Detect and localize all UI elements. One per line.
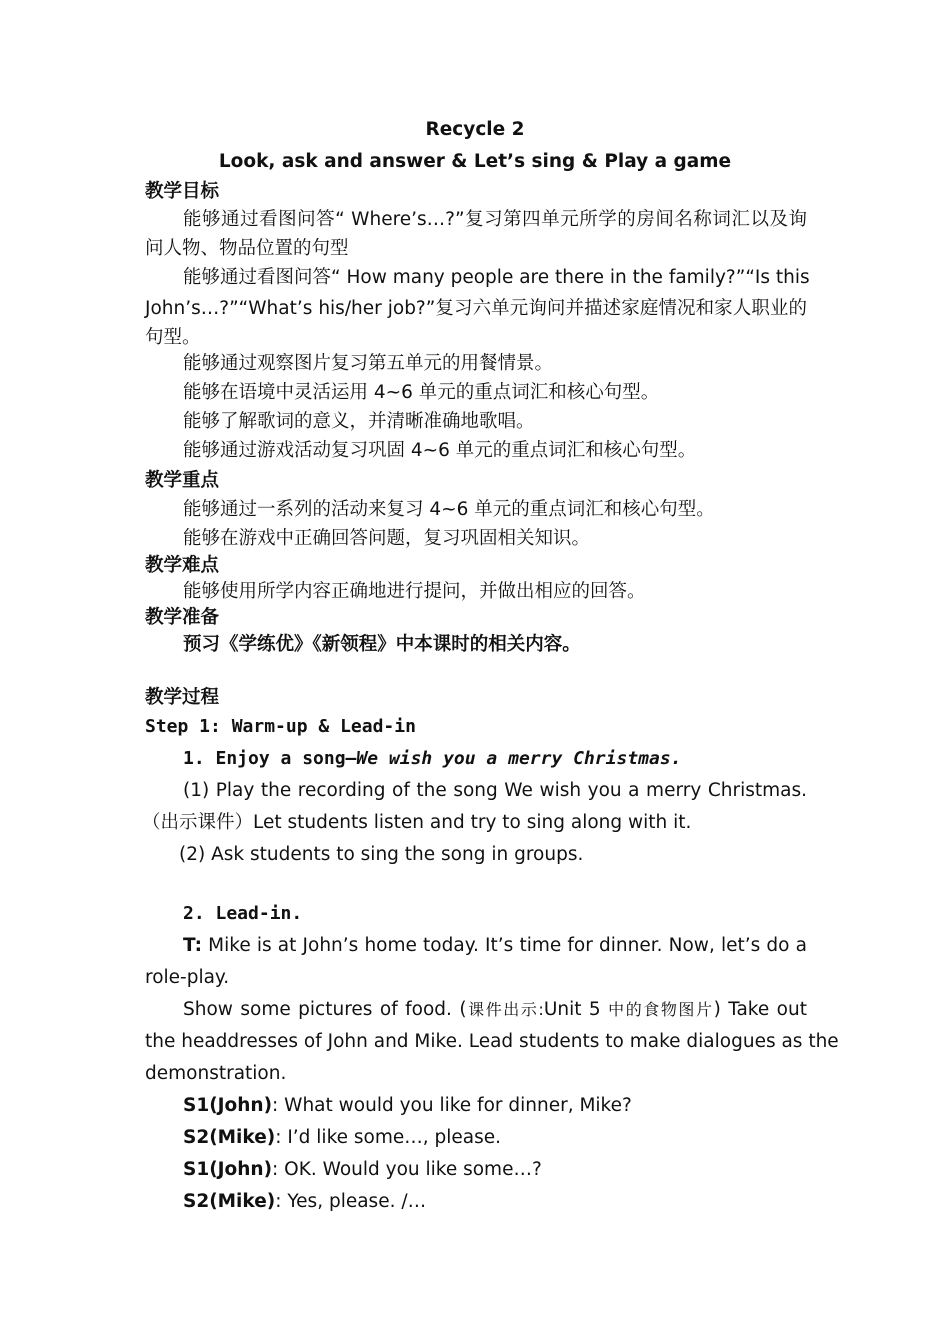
objectives-heading: 教学目标 <box>145 181 220 202</box>
item1-line: （出示课件）Let students listen and try to sing along with it. <box>142 812 692 833</box>
dialogue-text: : OK. Would you like some…? <box>272 1159 542 1180</box>
item1-heading <box>183 747 807 771</box>
show-line: demonstration. <box>145 1063 287 1084</box>
objective-line: 能够通过看图问答“ Where’s…?”复习第四单元所学的房间名称词汇以及询 <box>183 209 807 230</box>
dialogue-text: : Yes, please. /… <box>275 1191 427 1212</box>
show-text-cn: 中的食物图片 <box>608 1000 714 1019</box>
objective-line: 能够通过观察图片复习第五单元的用餐情景。 <box>183 353 554 374</box>
preparation-heading: 教学准备 <box>145 607 220 628</box>
objective-line: 能够在语境中灵活运用 4~6 单元的重点词汇和核心句型。 <box>183 382 660 403</box>
preparation-line: 预习《学练优》《新领程》中本课时的相关内容。 <box>183 634 581 655</box>
show-text: ) Take out <box>713 999 807 1020</box>
difficulty-line: 能够使用所学内容正确地进行提问，并做出相应的回答。 <box>183 581 646 602</box>
speaker-label: S2(Mike) <box>183 1127 276 1148</box>
show-line <box>183 998 807 1022</box>
objective-line: 问人物、物品位置的句型 <box>145 238 349 259</box>
dialogue-text: : What would you like for dinner, Mike? <box>272 1095 632 1116</box>
dialogue-text: : I’d like some…, please. <box>275 1127 502 1148</box>
objective-line: 能够通过游戏活动复习巩固 4~6 单元的重点词汇和核心句型。 <box>183 440 697 461</box>
teacher-line <box>183 934 807 958</box>
key-point-line: 能够通过一系列的活动来复习 4~6 单元的重点词汇和核心句型。 <box>183 499 715 520</box>
item1-line: (2) Ask students to sing the song in groups. <box>179 844 584 865</box>
show-line: the headdresses of John and Mike. Lead students to make dialogues as the <box>145 1031 839 1052</box>
teacher-line-cont: role-play. <box>145 967 230 988</box>
step1-heading: Step 1: Warm-up & Lead-in <box>145 716 416 737</box>
objective-line: 能够了解歌词的意义，并清晰准确地歌唱。 <box>183 411 535 432</box>
speaker-label: S1(John) <box>183 1159 273 1180</box>
key-point-line: 能够在游戏中正确回答问题，复习巩固相关知识。 <box>183 528 591 549</box>
dialogue-line <box>183 1126 807 1150</box>
difficulties-heading: 教学难点 <box>145 555 220 576</box>
objective-line: 能够通过看图问答“ How many people are there in the family?”“Is this <box>183 267 810 288</box>
item1-line: (1) Play the recording of the song We wish you a merry Christmas. <box>183 780 807 801</box>
key-points-heading: 教学重点 <box>145 470 220 491</box>
item1-prefix: 1. Enjoy a song— <box>183 748 357 769</box>
dialogue-line <box>183 1190 807 1214</box>
speaker-label: S1(John) <box>183 1095 273 1116</box>
item1-song-title: We wish you a merry Christmas. <box>356 748 682 769</box>
doc-title: Recycle 2 <box>425 119 525 140</box>
show-text: Show some pictures of food. ( <box>183 999 467 1020</box>
teacher-text: Mike is at John’s home today. It’s time for dinner. Now, let’s do a <box>202 935 807 956</box>
objective-line: John’s…?”“What’s his/her job?”复习六单元询问并描述家庭情况和家人职业的 <box>145 298 807 319</box>
process-heading: 教学过程 <box>145 687 220 708</box>
objective-line: 句型。 <box>145 327 201 348</box>
show-text: Unit 5 <box>543 999 609 1020</box>
show-text-cn: 课件出示: <box>466 1000 544 1019</box>
item2-heading: 2. Lead-in. <box>183 903 303 924</box>
dialogue-line <box>183 1158 807 1182</box>
doc-subtitle: Look, ask and answer & Let’s sing & Play a game <box>218 151 732 172</box>
speaker-label: S2(Mike) <box>183 1191 276 1212</box>
teacher-label: T: <box>183 935 203 956</box>
dialogue-line <box>183 1094 807 1118</box>
